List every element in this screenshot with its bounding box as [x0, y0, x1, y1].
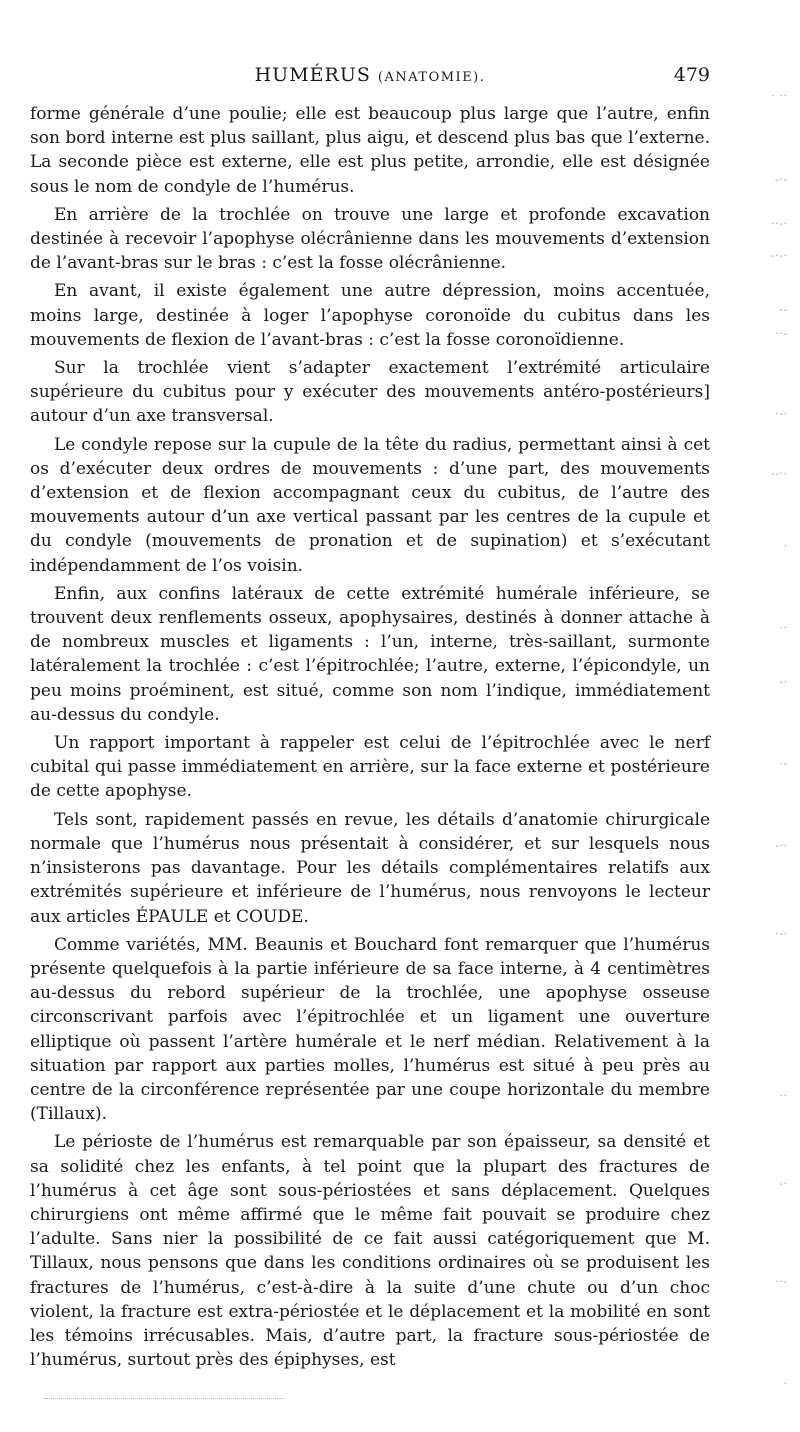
- paragraph-10: Le périoste de l’humérus est remarquable par son épaisseur, sa densité et sa solidité chez les enfants, à tel point que la plupart des fractures de l’humérus à cet âge sont sous-périostées et sans déplacement. Quelques chirurgiens ont même affirmé que le même fait pouvait se produire chez l’adulte. Sans nier la possibilité de ce fait aussi catégoriquement que M. Tillaux, nous pensons que dans les conditions ordinaires où se produisent les fractures de l’humérus, c’est-à-dire à la suite d’une chute ou d’un choc violent, la fracture est extra-périostée et le déplacement et la mobilité en sont les témoins irrécusables. Mais, d’autre part, la fracture sous-périostée de l’humérus, surtout près des épiphyses, est: [30, 1132, 710, 1371]
- paragraph-6: Enfin, aux confins latéraux de cette extrémité humérale inférieure, se trouvent deux renflements osseux, apophysaires, destinés à donner attache à de nombreux muscles et ligaments : l’un, interne, très-saillant, surmonte latéralement la trochlée : c’est l’épitrochlée; l’autre, externe, l’épicondyle, un peu moins proéminent, est situé, comme son nom l’indique, immédiatement au-dessus du condyle.: [30, 583, 710, 725]
- paragraph-1: forme générale d’une poulie; elle est beaucoup plus large que l’autre, enfin son bord interne est plus saillant, plus aigu, et descend plus bas que l’externe. La seconde pièce est externe, elle est plus petite, arrondie, elle est désignée sous le nom de condyle de l’humérus.: [30, 104, 710, 197]
- paragraph-2: En arrière de la trochlée on trouve une large et profonde excavation destinée à recevoir l’apophyse olécrânienne dans les mouvements d’extension de l’avant-bras sur le bras : c’est la fosse olécrânienne.: [30, 204, 710, 274]
- page-number: 479: [673, 64, 710, 86]
- paragraph-8: Tels sont, rapidement passés en revue, les détails d’anatomie chirurgicale normale que l’humérus nous présentait à considérer, et sur lesquels nous n’insisterons pas davantage. Pour les détails complémentaires relatifs aux extrémités supérieure et inférieure de l’humérus, nous renvoyons le lecteur aux articles ÉPAULE et COUDE.: [30, 809, 710, 927]
- paragraph-3: En avant, il existe également une autre dépression, moins accentuée, moins large, destinée à loger l’apophyse coronoïde du cubitus dans les mouvements de flexion de l’avant-bras : c’est la fosse coronoïdienne.: [30, 281, 710, 350]
- page-header: [30, 64, 710, 98]
- paragraph-4: Sur la trochlée vient s’adapter exactement l’extrémité articulaire supérieure du cubitus pour y exécuter des mouvements antéro-postérieurs] autour d’un axe transversal.: [30, 358, 710, 427]
- paragraph-9: Comme variétés, MM. Beaunis et Bouchard font remarquer que l’humérus présente quelquefois à la partie inférieure de sa face interne, à 4 centimètres au-dessus du rebord supérieur de la trochlée, une apophyse osseuse circonscrivant parfois avec l’épitrochlée et un ligament une ouverture elliptique où passent l’artère humérale et le nerf médian. Relativement à la situation par rapport aux parties molles, l’humérus est situé à peu près au centre de la circonférence représentée par une coupe horizontale du membre (Tillaux).: [30, 934, 710, 1125]
- paragraph-5: Le condyle repose sur la cupule de la tête du radius, permettant ainsi à cet os d’exécuter deux ordres de mouvements : d’une part, des mouvements d’extension et de flexion accompagnant ceux du cubitus, de l’autre des mouvements autour d’un axe vertical passant par les centres de la cupule et du condyle (mouvements de pronation et de supination) et s’exécutant indépendamment de l’os voisin.: [30, 434, 710, 576]
- running-head-main: HUMÉRUS: [254, 64, 371, 86]
- footer-scan-line: [44, 1398, 284, 1399]
- running-head: [30, 64, 710, 86]
- body-text: [30, 102, 710, 1372]
- running-head-sub: (ANATOMIE).: [377, 70, 486, 85]
- paragraph-7: Un rapport important à rappeler est celui de l’épitrochlée avec le nerf cubital qui passe immédiatement en arrière, sur la face externe et postérieure de cette apophyse.: [30, 733, 710, 802]
- bleed-through-marks: · ·· -·- ··-· -·-· -- ··- ·-· --·· · ·· -· ·- -·· ·-· ·· -· ··- ·: [770, 91, 788, 1390]
